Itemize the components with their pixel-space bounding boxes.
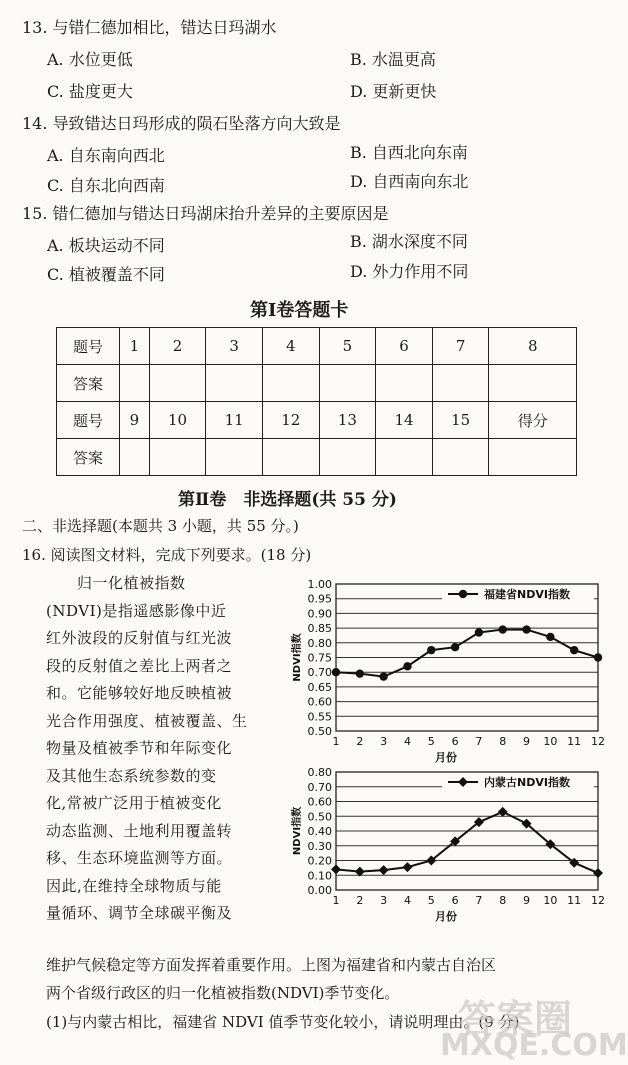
watermark-logo: 答案圈 bbox=[458, 997, 573, 1041]
question-number: 5 bbox=[319, 328, 376, 365]
paragraph-line: 因此,在维持全球物质与能 bbox=[46, 876, 222, 895]
answer-cell[interactable] bbox=[376, 365, 433, 402]
answer-cell[interactable] bbox=[432, 439, 489, 476]
y-tick-label: 0.20 bbox=[307, 854, 332, 868]
answer-cell[interactable] bbox=[432, 365, 489, 402]
answer-card-ans-row-2 bbox=[57, 439, 577, 476]
x-tick-label: 9 bbox=[523, 735, 531, 748]
paragraph-line: 归一化植被指数 bbox=[46, 574, 186, 592]
answer-cell[interactable] bbox=[262, 365, 319, 402]
question-14-stem: 14. 导致错达日玛形成的陨石坠落方向大致是 bbox=[22, 114, 341, 133]
x-tick-label: 10 bbox=[543, 894, 558, 907]
y-tick-label: 0.95 bbox=[307, 592, 332, 606]
answer-card-table bbox=[56, 327, 577, 476]
y-tick-label: 0.55 bbox=[307, 710, 332, 724]
x-tick-label: 1 bbox=[332, 894, 340, 907]
question-13-stem: 13. 与错仁德加相比，错达日玛湖水 bbox=[22, 18, 277, 37]
paragraph-line: (NDVI)是指遥感影像中近 bbox=[46, 601, 227, 620]
answer-cell[interactable] bbox=[120, 439, 150, 476]
data-point bbox=[379, 672, 387, 680]
x-tick-label: 5 bbox=[427, 894, 435, 907]
x-tick-label: 4 bbox=[403, 735, 411, 748]
x-tick-label: 2 bbox=[356, 894, 364, 907]
y-tick-label: 0.50 bbox=[307, 725, 332, 738]
question-number: 1 bbox=[120, 328, 150, 365]
data-point bbox=[427, 646, 435, 654]
option-14-d: D. 自西南向东北 bbox=[350, 172, 469, 191]
paragraph-line: 化,常被广泛用于植被变化 bbox=[46, 794, 222, 812]
answer-cell[interactable] bbox=[149, 365, 206, 402]
score-label: 得分 bbox=[489, 402, 577, 439]
y-tick-label: 0.80 bbox=[307, 636, 332, 650]
x-tick-label: 7 bbox=[475, 894, 483, 907]
option-15-c: C. 植被覆盖不同 bbox=[47, 265, 165, 284]
y-axis-label: NDVI指数 bbox=[292, 633, 303, 682]
x-tick-label: 12 bbox=[591, 894, 605, 907]
question-number: 11 bbox=[206, 402, 263, 439]
x-tick-label: 9 bbox=[523, 894, 531, 907]
q16-subquestion-1: (1)与内蒙古相比，福建省 NDVI 值季节变化较小，请说明理由。(9 分) bbox=[46, 1013, 520, 1031]
series-line bbox=[336, 812, 598, 873]
question-number: 13 bbox=[319, 402, 376, 439]
y-tick-label: 0.90 bbox=[307, 607, 332, 621]
legend-marker bbox=[459, 590, 467, 598]
question-number: 12 bbox=[262, 402, 319, 439]
x-tick-label: 8 bbox=[499, 735, 507, 748]
row-label-num: 题号 bbox=[57, 328, 120, 365]
question-16-title: 16. 阅读图文材料，完成下列要求。(18 分) bbox=[22, 546, 312, 564]
x-tick-label: 2 bbox=[356, 735, 364, 748]
x-axis-label: 月份 bbox=[435, 910, 458, 923]
answer-cell[interactable] bbox=[206, 439, 263, 476]
question-15-stem: 15. 错仁德加与错达日玛湖床抬升差异的主要原因是 bbox=[22, 204, 389, 223]
section-2-title: 第Ⅱ卷 非选择题(共 55 分) bbox=[178, 490, 397, 510]
answer-card-num-row-2 bbox=[57, 402, 577, 439]
data-point bbox=[402, 862, 412, 872]
paragraph-line: 动态监测、土地利用覆盖转 bbox=[46, 821, 233, 840]
y-tick-label: 0.40 bbox=[307, 825, 332, 838]
row-label-ans: 答案 bbox=[57, 439, 120, 476]
question-number: 4 bbox=[262, 328, 319, 365]
question-number: 6 bbox=[376, 328, 433, 365]
x-tick-label: 3 bbox=[380, 735, 388, 748]
y-tick-label: 0.75 bbox=[307, 651, 332, 665]
x-tick-label: 6 bbox=[451, 735, 459, 748]
data-point bbox=[451, 643, 459, 651]
paragraph-line: 光合作用强度、植被覆盖、生 bbox=[46, 711, 248, 730]
legend-label: 内蒙古NDVI指数 bbox=[484, 776, 570, 789]
x-tick-label: 8 bbox=[499, 894, 507, 907]
data-point bbox=[331, 864, 341, 874]
y-tick-label: 0.50 bbox=[307, 810, 332, 824]
watermark-site: MXQE.COM bbox=[440, 1028, 628, 1063]
answer-cell[interactable] bbox=[206, 365, 263, 402]
y-tick-label: 0.10 bbox=[307, 869, 332, 883]
data-point bbox=[356, 669, 364, 677]
data-point bbox=[498, 807, 508, 817]
y-tick-label: 0.70 bbox=[307, 780, 332, 794]
option-13-a: A. 水位更低 bbox=[47, 50, 133, 69]
answer-card-title: 第Ⅰ卷答题卡 bbox=[250, 300, 349, 321]
x-axis-label: 月份 bbox=[435, 751, 458, 764]
x-tick-label: 12 bbox=[591, 735, 605, 748]
score-cell[interactable] bbox=[489, 439, 577, 476]
x-tick-label: 5 bbox=[427, 735, 435, 748]
data-point bbox=[379, 865, 389, 875]
q16-bottom-line-1: 维护气候稳定等方面发挥着重要作用。上图为福建省和内蒙古自治区 bbox=[46, 956, 497, 974]
answer-cell[interactable] bbox=[319, 439, 376, 476]
y-tick-label: 0.80 bbox=[307, 766, 332, 779]
y-tick-label: 1.00 bbox=[307, 578, 332, 591]
paragraph-line: 量循环、调节全球碳平衡及 bbox=[46, 904, 233, 922]
y-tick-label: 0.60 bbox=[307, 695, 332, 709]
data-point bbox=[594, 653, 602, 661]
question-number: 9 bbox=[120, 402, 150, 439]
question-number: 10 bbox=[149, 402, 206, 439]
data-point bbox=[499, 625, 507, 633]
question-number: 3 bbox=[206, 328, 263, 365]
paragraph-line: 红外波段的反射值与红光波 bbox=[46, 629, 233, 647]
paragraph-line: 移、生态环境监测等方面。 bbox=[46, 849, 233, 867]
answer-cell[interactable] bbox=[120, 365, 150, 402]
x-tick-label: 1 bbox=[332, 735, 340, 748]
answer-cell[interactable] bbox=[376, 439, 433, 476]
paragraph-line: 物量及植被季节和年际变化 bbox=[46, 739, 233, 757]
x-tick-label: 6 bbox=[451, 894, 459, 907]
series-line bbox=[336, 630, 598, 677]
question-number: 15 bbox=[432, 402, 489, 439]
option-14-b: B. 自西北向东南 bbox=[350, 143, 468, 162]
data-point bbox=[332, 668, 340, 676]
data-point bbox=[475, 628, 483, 636]
answer-cell[interactable] bbox=[319, 365, 376, 402]
option-15-d: D. 外力作用不同 bbox=[350, 262, 469, 281]
y-tick-label: 0.70 bbox=[307, 666, 332, 680]
option-14-c: C. 自东北向西南 bbox=[47, 176, 165, 195]
x-tick-label: 11 bbox=[567, 894, 582, 907]
x-tick-label: 3 bbox=[380, 894, 388, 907]
y-tick-label: 0.85 bbox=[307, 622, 332, 636]
legend-label: 福建省NDVI指数 bbox=[484, 588, 570, 601]
question-number: 14 bbox=[376, 402, 433, 439]
option-14-a: A. 自东南向西北 bbox=[47, 146, 165, 165]
answer-card-num-row-1 bbox=[57, 328, 577, 365]
paragraph-line: 和。它能够较好地反映植被 bbox=[46, 684, 233, 702]
option-15-b: B. 湖水深度不同 bbox=[350, 232, 468, 251]
option-13-c: C. 盐度更大 bbox=[47, 82, 133, 101]
data-point bbox=[403, 662, 411, 670]
paragraph-line: 及其他生态系统参数的变 bbox=[46, 766, 217, 785]
option-15-a: A. 板块运动不同 bbox=[47, 236, 165, 255]
option-13-d: D. 更新更快 bbox=[350, 82, 437, 101]
y-tick-label: 0.65 bbox=[307, 680, 332, 694]
y-tick-label: 0.00 bbox=[307, 884, 332, 897]
q16-material-paragraph bbox=[46, 570, 291, 928]
neimenggu-ndvi-chart bbox=[290, 760, 610, 923]
answer-cell[interactable] bbox=[262, 439, 319, 476]
x-tick-label: 7 bbox=[475, 735, 483, 748]
data-point bbox=[593, 868, 603, 878]
row-label-num: 题号 bbox=[57, 402, 120, 439]
y-tick-label: 0.30 bbox=[307, 839, 332, 853]
data-point bbox=[570, 646, 578, 654]
answer-cell[interactable] bbox=[489, 365, 577, 402]
y-axis-label: NDVI指数 bbox=[292, 806, 303, 856]
answer-cell[interactable] bbox=[149, 439, 206, 476]
fujian-ndvi-chart bbox=[290, 572, 610, 764]
y-tick-label: 0.60 bbox=[307, 795, 332, 809]
data-point bbox=[522, 625, 530, 633]
row-label-ans: 答案 bbox=[57, 365, 120, 402]
question-number: 2 bbox=[149, 328, 206, 365]
x-tick-label: 10 bbox=[543, 735, 558, 748]
question-number: 7 bbox=[432, 328, 489, 365]
answer-card-ans-row-1 bbox=[57, 365, 577, 402]
question-number: 8 bbox=[489, 328, 577, 365]
section-2-intro: 二、非选择题(本题共 3 小题，共 55 分。) bbox=[22, 517, 299, 535]
x-tick-label: 11 bbox=[567, 735, 582, 748]
q16-bottom-line-2: 两个省级行政区的归一化植被指数(NDVI)季节变化。 bbox=[46, 984, 400, 1002]
x-tick-label: 4 bbox=[403, 894, 411, 907]
paragraph-line: 段的反射值之差比上两者之 bbox=[46, 656, 233, 675]
option-13-b: B. 水温更高 bbox=[350, 50, 436, 69]
data-point bbox=[546, 633, 554, 641]
